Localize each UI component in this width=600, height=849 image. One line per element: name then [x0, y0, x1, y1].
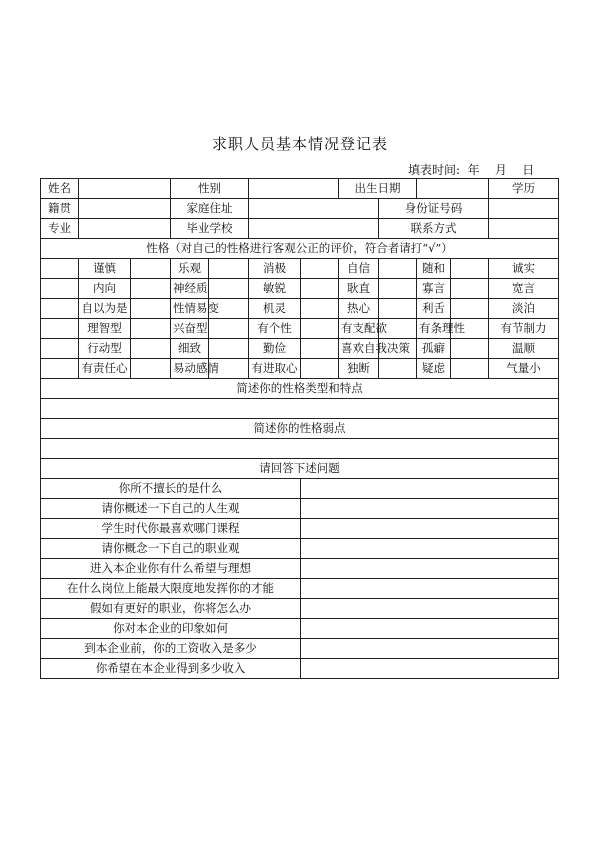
- question-row: [41, 639, 559, 659]
- trait-label: 细致: [171, 339, 209, 359]
- trait-checkbox[interactable]: [379, 279, 417, 299]
- education-label: 学历: [489, 179, 559, 199]
- id-number-field[interactable]: [489, 199, 559, 219]
- trait-row: [41, 339, 559, 359]
- trait-label: 有条理性: [417, 319, 451, 339]
- trait-label: 神经质: [171, 279, 209, 299]
- trait-label: 有进取心: [249, 359, 301, 379]
- trait-checkbox[interactable]: [301, 299, 339, 319]
- personality-type-header-row: [41, 379, 559, 399]
- trait-checkbox[interactable]: [301, 339, 339, 359]
- trait-checkbox[interactable]: [301, 319, 339, 339]
- trait-checkbox[interactable]: [301, 279, 339, 299]
- form-title: 求职人员基本情况登记表: [211, 135, 388, 153]
- question-row: [41, 599, 559, 619]
- trait-checkbox[interactable]: [41, 279, 79, 299]
- trait-row: [41, 359, 559, 379]
- question-label: 你希望在本企业得到多少收入: [41, 659, 301, 679]
- trait-checkbox[interactable]: [451, 279, 489, 299]
- trait-label: 宽言: [489, 279, 559, 299]
- trait-checkbox[interactable]: [209, 279, 249, 299]
- question-label: 请你概念一下自己的职业观: [41, 539, 301, 559]
- trait-label: 耿直: [339, 279, 379, 299]
- birthdate-field[interactable]: [417, 179, 489, 199]
- trait-checkbox[interactable]: [41, 299, 79, 319]
- question-answer[interactable]: [301, 479, 559, 499]
- id-number-label: 身份证号码: [379, 199, 489, 219]
- question-answer[interactable]: [301, 619, 559, 639]
- question-answer[interactable]: [301, 519, 559, 539]
- trait-checkbox[interactable]: [131, 299, 171, 319]
- trait-label: 淡泊: [489, 299, 559, 319]
- weakness-header-row: [41, 419, 559, 439]
- trait-label: 乐观: [171, 259, 209, 279]
- trait-checkbox[interactable]: [41, 359, 79, 379]
- question-row: [41, 559, 559, 579]
- trait-label: 有支配欲: [339, 319, 379, 339]
- birthdate-label: 出生日期: [339, 179, 417, 199]
- trait-label: 谨慎: [79, 259, 131, 279]
- registration-form: [40, 178, 559, 679]
- trait-label: 易动感情: [171, 359, 209, 379]
- trait-checkbox[interactable]: [379, 359, 417, 379]
- trait-checkbox[interactable]: [451, 339, 489, 359]
- trait-label: 寡言: [417, 279, 451, 299]
- personality-header: 性格（对自己的性格进行客观公正的评价，符合者请打“√”）: [41, 239, 559, 259]
- trait-label: 有个性: [249, 319, 301, 339]
- trait-label: 勤俭: [249, 339, 301, 359]
- personality-header-row: [41, 239, 559, 259]
- trait-checkbox[interactable]: [451, 259, 489, 279]
- question-label: 进入本企业你有什么希望与理想: [41, 559, 301, 579]
- trait-label: 内向: [79, 279, 131, 299]
- trait-label: 温顺: [489, 339, 559, 359]
- personality-type-answer[interactable]: [41, 399, 559, 419]
- trait-label: 兴奋型: [171, 319, 209, 339]
- trait-label: 有节制力: [489, 319, 559, 339]
- trait-label: 自信: [339, 259, 379, 279]
- major-label: 专业: [41, 219, 79, 239]
- question-answer[interactable]: [301, 559, 559, 579]
- trait-label: 孤癖: [417, 339, 451, 359]
- question-row: [41, 659, 559, 679]
- trait-label: 理智型: [79, 319, 131, 339]
- question-label: 请你概述一下自己的人生观: [41, 499, 301, 519]
- question-row: [41, 499, 559, 519]
- question-row: [41, 519, 559, 539]
- school-field[interactable]: [249, 219, 379, 239]
- question-label: 学生时代你最喜欢哪门课程: [41, 519, 301, 539]
- gender-field[interactable]: [249, 179, 339, 199]
- question-answer[interactable]: [301, 659, 559, 679]
- trait-checkbox[interactable]: [41, 339, 79, 359]
- school-label: 毕业学校: [171, 219, 249, 239]
- trait-label: 独断: [339, 359, 379, 379]
- trait-checkbox[interactable]: [301, 259, 339, 279]
- trait-checkbox[interactable]: [41, 319, 79, 339]
- question-row: [41, 539, 559, 559]
- origin-label: 籍贯: [41, 199, 79, 219]
- trait-label: 自以为是: [79, 299, 131, 319]
- trait-label: 行动型: [79, 339, 131, 359]
- basic-row-1: [41, 179, 559, 199]
- question-label: 你所不擅长的是什么: [41, 479, 301, 499]
- question-label: 到本企业前，你的工资收入是多少: [41, 639, 301, 659]
- trait-label: 疑虑: [417, 359, 451, 379]
- question-label: 假如有更好的职业，你将怎么办: [41, 599, 301, 619]
- name-field[interactable]: [79, 179, 171, 199]
- trait-checkbox[interactable]: [301, 359, 339, 379]
- questions-header: 请回答下述问题: [41, 459, 559, 479]
- basic-row-3: [41, 219, 559, 239]
- trait-checkbox[interactable]: [131, 339, 171, 359]
- weakness-answer[interactable]: [41, 439, 559, 459]
- fill-date-label: 填表时间: 年 月 日: [408, 163, 535, 177]
- trait-label: 诚实: [489, 259, 559, 279]
- trait-row: [41, 299, 559, 319]
- trait-checkbox[interactable]: [451, 359, 489, 379]
- address-field[interactable]: [249, 199, 379, 219]
- question-row: [41, 579, 559, 599]
- question-answer[interactable]: [301, 499, 559, 519]
- trait-label: 随和: [417, 259, 451, 279]
- address-label: 家庭住址: [171, 199, 249, 219]
- trait-checkbox[interactable]: [379, 259, 417, 279]
- weakness-answer-row: [41, 439, 559, 459]
- trait-checkbox[interactable]: [131, 359, 171, 379]
- trait-label: 敏锐: [249, 279, 301, 299]
- question-answer[interactable]: [301, 579, 559, 599]
- trait-row: [41, 319, 559, 339]
- trait-label: 性情易变: [171, 299, 209, 319]
- gender-label: 性别: [171, 179, 249, 199]
- major-field[interactable]: [79, 219, 171, 239]
- trait-checkbox[interactable]: [131, 319, 171, 339]
- question-label: 在什么岗位上能最大限度地发挥你的才能: [41, 579, 301, 599]
- weakness-header: 简述你的性格弱点: [41, 419, 559, 439]
- questions-header-row: [41, 459, 559, 479]
- trait-checkbox[interactable]: [209, 339, 249, 359]
- question-label: 你对本企业的印象如何: [41, 619, 301, 639]
- basic-row-2: [41, 199, 559, 219]
- contact-label: 联系方式: [379, 219, 489, 239]
- question-row: [41, 479, 559, 499]
- trait-label: 利舌: [417, 299, 451, 319]
- trait-label: 有责任心: [79, 359, 131, 379]
- trait-checkbox[interactable]: [41, 259, 79, 279]
- question-answer[interactable]: [301, 539, 559, 559]
- trait-checkbox[interactable]: [451, 299, 489, 319]
- trait-checkbox[interactable]: [209, 259, 249, 279]
- trait-row: [41, 259, 559, 279]
- trait-label: 喜欢自我决策: [339, 339, 379, 359]
- question-row: [41, 619, 559, 639]
- name-label: 姓名: [41, 179, 79, 199]
- question-answer[interactable]: [301, 599, 559, 619]
- personality-type-answer-row: [41, 399, 559, 419]
- contact-field[interactable]: [489, 219, 559, 239]
- origin-field[interactable]: [79, 199, 171, 219]
- trait-label: 气量小: [489, 359, 559, 379]
- trait-label: 消极: [249, 259, 301, 279]
- trait-checkbox[interactable]: [209, 319, 249, 339]
- trait-checkbox[interactable]: [131, 279, 171, 299]
- question-answer[interactable]: [301, 639, 559, 659]
- trait-checkbox[interactable]: [131, 259, 171, 279]
- trait-row: [41, 279, 559, 299]
- personality-type-header: 简述你的性格类型和特点: [41, 379, 559, 399]
- trait-label: 机灵: [249, 299, 301, 319]
- trait-label: 热心: [339, 299, 379, 319]
- trait-checkbox[interactable]: [379, 299, 417, 319]
